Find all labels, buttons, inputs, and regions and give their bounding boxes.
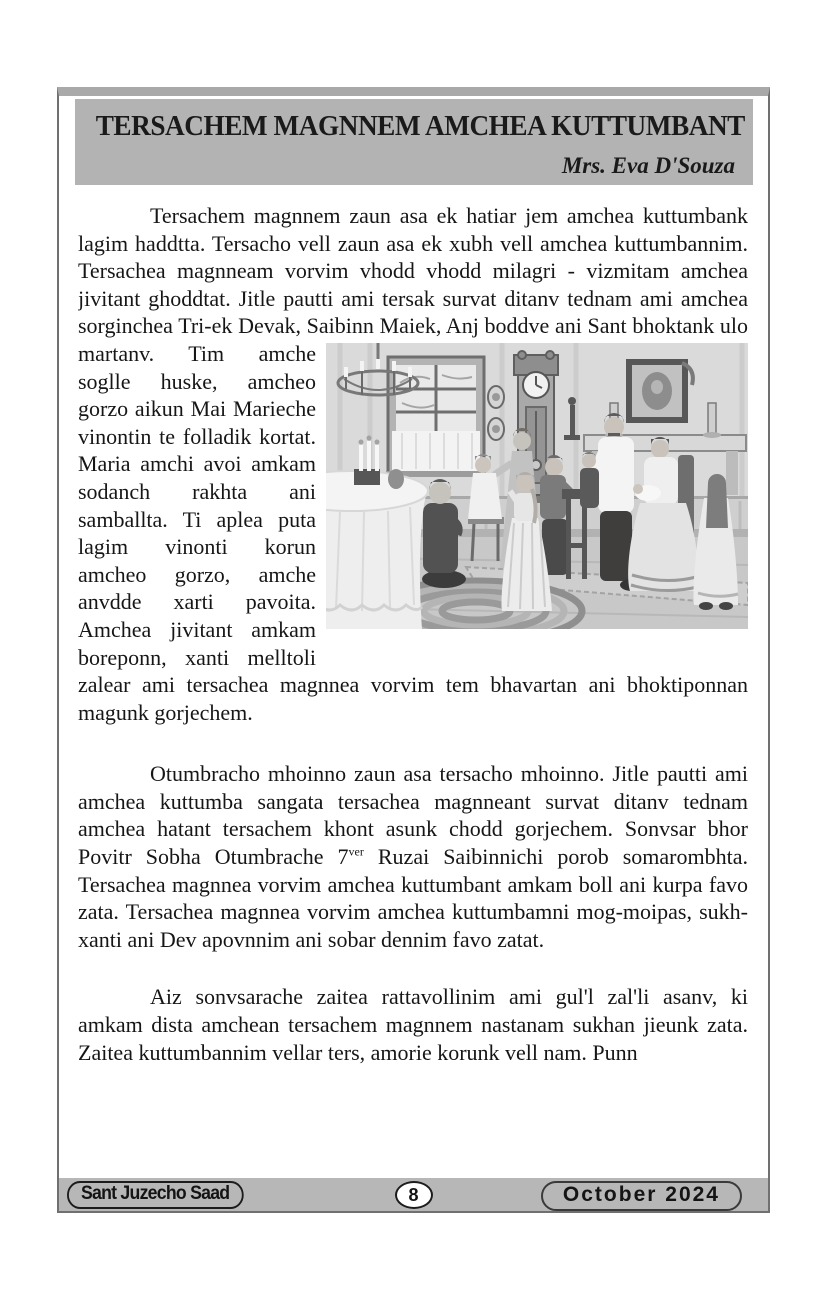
paragraph-1-rest: Maiek, Anj boddve ani Sant bhoktank ulo martanv. Tim amche soglle huske, amcheo gorzo aikun Mai Marieche vinontin te folladik kortat. Maria amchi avoi amkam sodanch rakhta ani samballta. Ti aplea puta lagim vinonti korun amcheo gorzo, amche anvdde xarti pavoita. Amchea jivitant amkam boreponn, xanti melltoli zalear ami tersachea magnnea vorvim tem bhavartan ani bhoktiponnan magunk gorjechem. — [78, 313, 748, 725]
window — [386, 357, 486, 477]
paragraph-2 — [78, 760, 748, 953]
page-number-badge: 8 — [395, 1181, 433, 1209]
article-author: Mrs. Eva D'Souza — [561, 153, 735, 178]
ordinal-superscript: ver — [348, 844, 364, 859]
paragraph-3: Aiz sonvsarache zaitea rattavollinim ami gul'l zal'li asanv, ki amkam dista amchean tersachem magnnem nastanam sukhan jieunk zata. Zaitea kuttumbannim vellar ters, amorie korunk vell nam. Punn — [78, 984, 748, 1065]
paragraph-2-lead: Otumbracho mhoinno zaun asa tersacho mhoinno. Jitle pautti ami amchea kuttumba sangata tersachea magnneant survat ditanv tednam amchea hatant tersachem khont asunk chodd gorjechem. Sonvsar bhor Povitr Sobha Otumbrache 7 — [78, 761, 748, 870]
page-frame — [57, 87, 770, 1213]
paragraph-1 — [78, 202, 748, 726]
article-header — [75, 99, 753, 185]
paragraph-1-lead: Tersachem magnnem zaun asa ek hatiar jem amchea kuttumbank lagim haddtta. Tersacho vell zaun asa ek xubh vell amchea kuttumbannim. Tersachea magnneam vorvim vhodd vhodd milagri - vizmitam amchea jivitant ghoddtat. Jitle pautti ami tersak survat ditanv tednam ami amchea sorginchea Tri-ek Devak, Saibinn — [78, 203, 748, 339]
issue-date-badge: October 2024 — [541, 1181, 742, 1211]
article-title: TERSACHEM MAGNNEM AMCHEA KUTTUMBANT — [95, 110, 745, 142]
article-title-row — [75, 110, 753, 143]
footer-bar — [59, 1178, 768, 1211]
article-body — [78, 202, 748, 1175]
paragraph-2-rest: Ruzai Saibinnichi porob somarombhta. Tersachea magnnea vorvim amchea kuttumbant amkam boll ani kurpa favo zata. Tersachea magnnea vorvim amchea kuttumbamni mog-moipas, sukh-xanti ani Dev apovnnim ani sobar dennim favo zatat. — [78, 844, 748, 952]
family-prayer-illustration — [326, 343, 748, 629]
newsletter-name-badge: Sant Juzecho Saad — [67, 1181, 243, 1209]
illustration-svg — [326, 343, 748, 629]
